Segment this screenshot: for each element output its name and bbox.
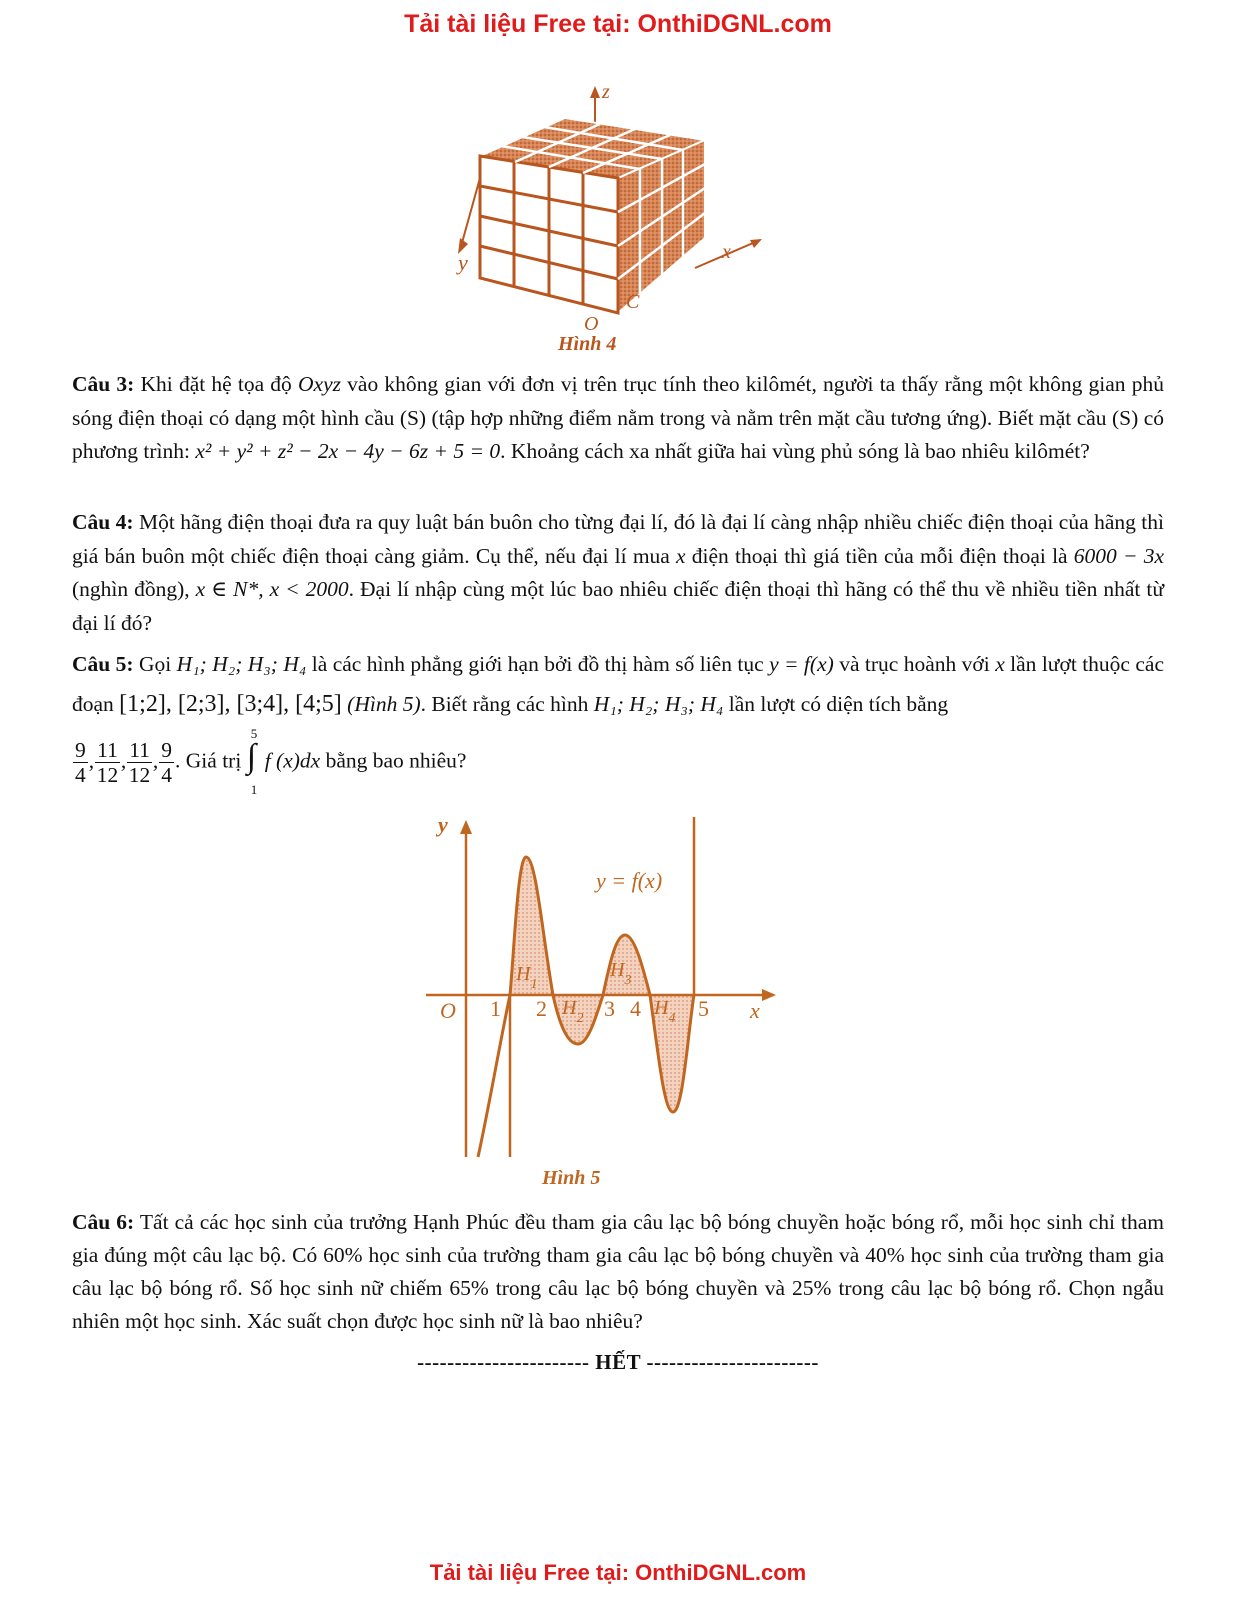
q3-text-1: Khi đặt hệ tọa độ	[134, 372, 298, 396]
q4-text-2: điện thoại thì giá tiền của mỗi điện thoại là	[685, 543, 1074, 568]
fig4-y-label: y	[458, 250, 468, 275]
q4-price: 6000 − 3x	[1073, 543, 1164, 568]
q5-text-2: là các hình phẳng giới hạn bởi đồ thị hàm số liên tục	[306, 652, 770, 676]
header-banner[interactable]: Tải tài liệu Free tại: OnthiDGNL.com	[404, 10, 832, 38]
q5-regions: H₁; H₂; H₃; H₄	[176, 652, 307, 676]
q5-regions-2: H₁; H₂; H₃; H₄	[593, 692, 724, 716]
q5-intervals: [1;2], [2;3], [3;4], [4;5]	[119, 691, 342, 717]
q4-text-1: Một hãng điện thoại đưa ra quy luật bán buôn cho từng đại lí, đó là đại lí càng nhập nhiều chiếc điện thoại của hãng thì giá bán buôn một chiếc điện thoại càng giảm. Cụ thể, nếu đại lí mua	[72, 510, 1164, 568]
q4-x: x	[676, 543, 686, 568]
q6-label: Câu 6:	[72, 1210, 135, 1234]
y-axis-label: y	[438, 812, 448, 837]
q5-label: Câu 5:	[72, 652, 134, 676]
fig4-caption: Hình 4	[558, 333, 617, 355]
fig4-o-label: O	[584, 313, 599, 335]
question-3	[72, 368, 1164, 469]
fig5-caption: Hình 5	[542, 1167, 601, 1189]
region-h3-label: $H_3$	[610, 959, 632, 988]
q4-condition: x ∈ N*, x < 2000	[195, 577, 349, 601]
figure-5-graph	[418, 812, 788, 1197]
q5-x: x	[995, 652, 1005, 676]
q5-text-1: Gọi	[133, 652, 177, 676]
q5-text-8: bằng bao nhiêu?	[320, 748, 467, 773]
q3-label: Câu 3:	[72, 372, 135, 396]
figure-4-cube	[440, 78, 770, 358]
fraction-4: $\frac{9}{4}$	[161, 738, 173, 787]
q5-text-6: lần lượt có diện tích bằng	[723, 692, 949, 716]
region-h2-label: $H_2$	[562, 997, 584, 1026]
tick-label-1: 1	[490, 996, 501, 1021]
q3-oxyz: Oxyz	[298, 372, 341, 396]
q5-function: y = f(x)	[769, 652, 834, 676]
end-marker: ----------------------- HẾT -----------------------	[417, 1350, 819, 1374]
fig4-z-label: z	[602, 81, 610, 103]
question-5: Câu 5: Gọi H₁; H₂; H₃; H₄ là các hình phẳng giới hạn bởi đồ thị hàm số liên tục y = f(x) và trục hoành với x lần lượt thuộc các đoạn [1;2], [2;3], [3;4], [4;5] (Hình 5). Biết rằng các hình H₁; H₂; H₃; H₄ lần lượt có diện tích bằng $\frac{9}{4}$ , $\frac{11}{12}$ , $\frac{11}{12}$ , $\frac{9}{4}$ . Giá trị ∫ 5 1 f (x)dx bằng bao nhiêu?	[72, 652, 1165, 797]
fraction-2: $\frac{11}{12}$	[96, 738, 119, 787]
tick-label-4: 4	[630, 996, 641, 1021]
tick-label-3: 3	[604, 996, 615, 1021]
x-axis-label: x	[750, 998, 760, 1023]
fraction-1: $\frac{9}{4}$	[75, 738, 86, 787]
q5-text-5: . Biết rằng các hình	[420, 692, 594, 716]
q5-text-7: . Giá trị	[175, 748, 247, 773]
region-h4-label: $H_4$	[654, 997, 676, 1026]
q5-integrand: f (x)dx	[264, 748, 321, 773]
q6-text: Tất cả các học sinh của trưởng Hạnh Phúc đều tham gia câu lạc bộ bóng chuyền hoặc bóng rổ, mỗi học sinh chỉ tham gia đúng một câu lạc bộ. Có 60% học sinh của trường tham gia câu lạc bộ bóng chuyền và 40% học sinh của trường tham gia câu lạc bộ bóng rổ. Số học sinh nữ chiếm 65% trong câu lạc bộ bóng chuyền và 25% trong câu lạc bộ bóng rổ. Chọn ngẫu nhiên một học sinh. Xác suất chọn được học sinh nữ là bao nhiêu?	[72, 1210, 1164, 1333]
function-label: y = f(x)	[596, 868, 663, 893]
y-axis-arrow	[460, 820, 472, 834]
q4-text-3: (nghìn đồng),	[72, 577, 196, 601]
tick-label-5: 5	[698, 996, 709, 1021]
fig4-c-label: C	[626, 291, 640, 313]
question-4	[72, 506, 1164, 640]
q3-text-3: . Khoảng cách xa nhất giữa hai vùng phủ sóng là bao nhiêu kilômét?	[500, 439, 1090, 463]
q5-text-4: lần lượt thuộc các đoạn	[72, 652, 1165, 716]
x-axis-arrow	[762, 989, 776, 1001]
fraction-3: $\frac{11}{12}$	[128, 738, 151, 787]
q4-text-4: . Đại lí nhập cùng một lúc bao nhiêu chiếc điện thoại thì hãng có thể thu về nhiều tiền nhất từ đại lí đó?	[72, 577, 1164, 635]
footer-banner[interactable]: Tải tài liệu Free tại: OnthiDGNL.com	[429, 1560, 807, 1585]
q3-text-2: vào không gian với đơn vị trên trục tính theo kilômét, người ta thấy rằng một không gian phủ sóng điện thoại có dạng một hình cầu (S) (tập hợp những điểm nằm trong và nằm trên mặt cầu tương ứng). Biết mặt cầu (S) có phương trình:	[72, 372, 1164, 463]
q3-equation: x² + y² + z² − 2x − 4y − 6z + 5 = 0	[195, 439, 501, 463]
region-h1-label: $H_1$	[516, 963, 538, 992]
q5-figure-ref: (Hình 5)	[341, 692, 421, 716]
integral-sign: ∫ 5 1	[246, 725, 258, 797]
origin-label: O	[440, 998, 456, 1023]
question-6	[72, 1206, 1164, 1338]
tick-label-2: 2	[536, 996, 547, 1021]
q4-label: Câu 4:	[72, 510, 134, 534]
q5-text-3: và trục hoành với	[833, 652, 996, 676]
fig4-x-label: x	[722, 241, 731, 263]
